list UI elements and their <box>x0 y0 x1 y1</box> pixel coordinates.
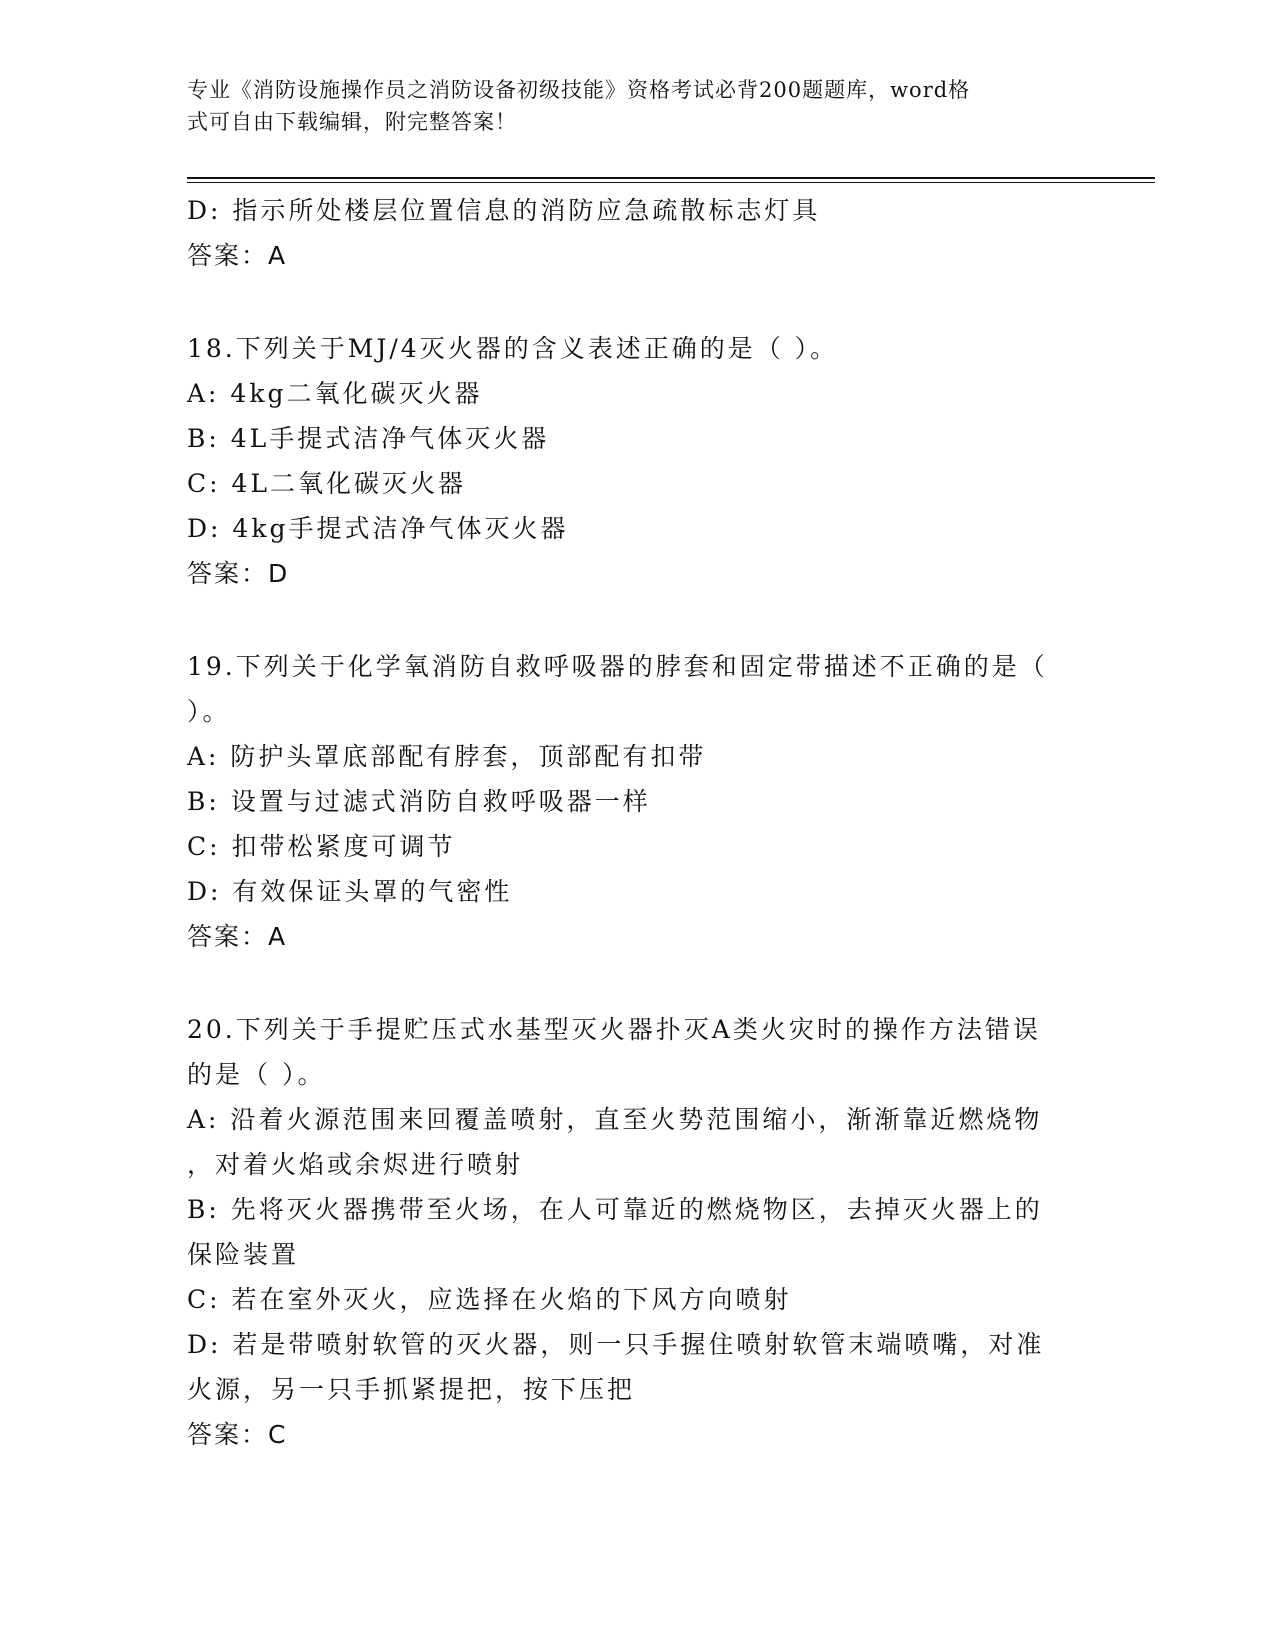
option-a-line-1: A: 沿着火源范围来回覆盖喷射，直至火势范围缩小，渐渐靠近燃烧物 <box>187 1105 1043 1134</box>
answer-line: 答案：C <box>187 1420 288 1449</box>
question-18 <box>187 326 1067 596</box>
question-20 <box>187 1007 1067 1457</box>
option-b: B: 设置与过滤式消防自救呼吸器一样 <box>187 787 651 816</box>
document-header <box>187 74 1067 138</box>
question-stem-line-2: 的是（ ）。 <box>187 1060 326 1089</box>
option-d: D: 4kg手提式洁净气体灭火器 <box>187 514 569 543</box>
answer-line: 答案：D <box>187 559 290 588</box>
question-stem-line-1: 19.下列关于化学氧消防自救呼吸器的脖套和固定带描述不正确的是（ <box>187 652 1048 681</box>
option-b: B: 4L手提式洁净气体灭火器 <box>187 424 550 453</box>
spacer <box>187 278 1067 326</box>
header-rule-thin <box>187 182 1155 183</box>
document-page <box>187 0 1155 1650</box>
option-d: D: 指示所处楼层位置信息的消防应急疏散标志灯具 <box>187 196 821 225</box>
header-line-1: 专业《消防设施操作员之消防设备初级技能》资格考试必背200题题库，word格 <box>187 78 971 102</box>
option-b-line-1: B: 先将灭火器携带至火场，在人可靠近的燃烧物区，去掉灭火器上的 <box>187 1195 1043 1224</box>
header-line-2: 式可自由下载编辑，附完整答案！ <box>187 110 517 134</box>
question-19 <box>187 644 1067 959</box>
question-stem-line-1: 20.下列关于手提贮压式水基型灭火器扑灭A类火灾时的操作方法错误 <box>187 1015 1041 1044</box>
answer-line: 答案：A <box>187 241 288 270</box>
option-b-line-2: 保险装置 <box>187 1240 300 1269</box>
option-d-line-1: D: 若是带喷射软管的灭火器，则一只手握住喷射软管末端喷嘴，对准 <box>187 1330 1045 1359</box>
answer-line: 答案：A <box>187 922 288 951</box>
document-body <box>187 188 1067 1457</box>
question-stem: 18.下列关于MJ/4灭火器的含义表述正确的是（ ）。 <box>187 334 839 363</box>
spacer <box>187 959 1067 1007</box>
option-c: C: 若在室外灭火，应选择在火焰的下风方向喷射 <box>187 1285 792 1314</box>
header-rule-thick <box>187 177 1155 179</box>
option-a: A: 防护头罩底部配有脖套，顶部配有扣带 <box>187 742 707 771</box>
spacer <box>187 596 1067 644</box>
question-17-tail <box>187 188 1067 278</box>
option-c: C: 扣带松紧度可调节 <box>187 832 456 861</box>
option-d-line-2: 火源，另一只手抓紧提把，按下压把 <box>187 1375 636 1404</box>
option-d: D: 有效保证头罩的气密性 <box>187 877 513 906</box>
question-stem-line-2: ）。 <box>187 697 231 726</box>
option-a: A: 4kg二氧化碳灭火器 <box>187 379 483 408</box>
option-c: C: 4L二氧化碳灭火器 <box>187 469 467 498</box>
option-a-line-2: ，对着火焰或余烬进行喷射 <box>187 1150 524 1179</box>
